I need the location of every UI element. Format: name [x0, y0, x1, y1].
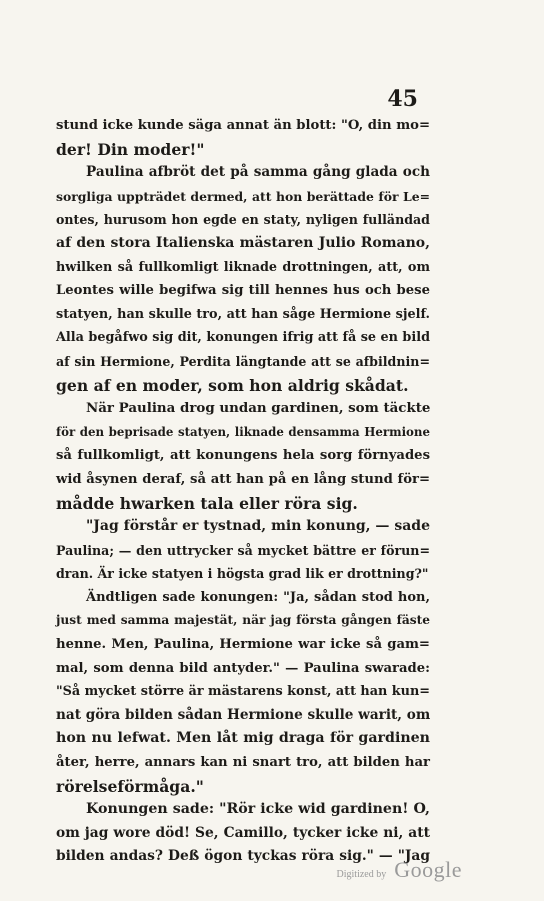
text-line: af den stora Italienska mästaren Julio Romano,	[56, 234, 430, 251]
text-line: af sin Hermione, Perdita längtande att se afbildnin=	[56, 353, 430, 369]
text-line: så fullkomligt, att konungens hela sorg förnyades	[56, 448, 430, 464]
text-line: mådde hwarken tala eller röra sig.	[56, 493, 358, 513]
text-line: gen af en moder, som hon aldrig skådat.	[56, 375, 409, 395]
text-line: Leontes wille begifwa sig till hennes hus och bese	[56, 283, 430, 299]
text-line: Ändtligen sade konungen: "Ja, sådan stod hon,	[86, 589, 430, 605]
text-line: "Så mycket större är mästarens konst, att han kun=	[56, 684, 430, 700]
text-line: henne. Men, Paulina, Hermione war icke så gam=	[56, 637, 430, 653]
digitized-by-label: Digitized by	[336, 869, 387, 880]
text-line: statyen, han skulle tro, att han såge Hermione sjelf.	[56, 306, 430, 322]
text-line: nat göra bilden sådan Hermione skulle warit, om	[56, 706, 431, 723]
text-line: hwilken så fullkomligt liknade drottningen, att, om	[56, 259, 430, 275]
text-line: När Paulina drog undan gardinen, som täckte	[86, 400, 431, 417]
text-line: åter, herre, annars kan ni snart tro, att bilden har	[56, 755, 430, 771]
text-line: mal, som denna bild antyder." — Paulina swarade:	[56, 660, 430, 676]
text-line: Alla begåfwo sig dit, konungen ifrig att få se en bild	[56, 330, 431, 346]
text-line: för den beprisade statyen, liknade densamma Hermione	[56, 424, 430, 439]
text-line: rörelseförmåga."	[56, 776, 204, 796]
google-logo-text: Google	[394, 857, 462, 882]
text-line: sorgliga uppträdet dermed, att hon berättade för Le=	[56, 188, 430, 204]
text-line: hon nu lefwat. Men låt mig draga för gardinen	[56, 730, 430, 747]
body-text	[56, 114, 430, 869]
text-line: der! Din moder!"	[56, 139, 205, 159]
digitization-watermark	[337, 857, 462, 883]
text-line: Paulina; — den uttrycker så mycket bättre er förun=	[56, 542, 430, 558]
text-line: bilden andas? Deß ögon tyckas röra sig." — "Jag	[56, 848, 430, 865]
text-line: dran. Är icke statyen i högsta grad lik er drottning?"	[56, 566, 429, 582]
text-line: Paulina afbröt det på samma gång glada och	[86, 164, 430, 181]
text-line: just med samma majestät, när jag första gången fäste	[56, 613, 430, 628]
text-line: wid åsynen deraf, så att han på en lång stund för=	[56, 471, 430, 487]
text-line: Konungen sade: "Rör icke wid gardinen! O,	[86, 801, 430, 818]
text-line: "Jag förstår er tystnad, min konung, — sade	[86, 518, 430, 535]
text-line: om jag wore död! Se, Camillo, tycker icke ni, att	[56, 824, 430, 841]
text-line: stund icke kunde säga annat än blott: "O, din mo=	[56, 118, 430, 133]
text-line: ontes, hurusom hon egde en staty, nyligen fulländad	[56, 212, 430, 228]
page-number: 45	[387, 86, 418, 112]
